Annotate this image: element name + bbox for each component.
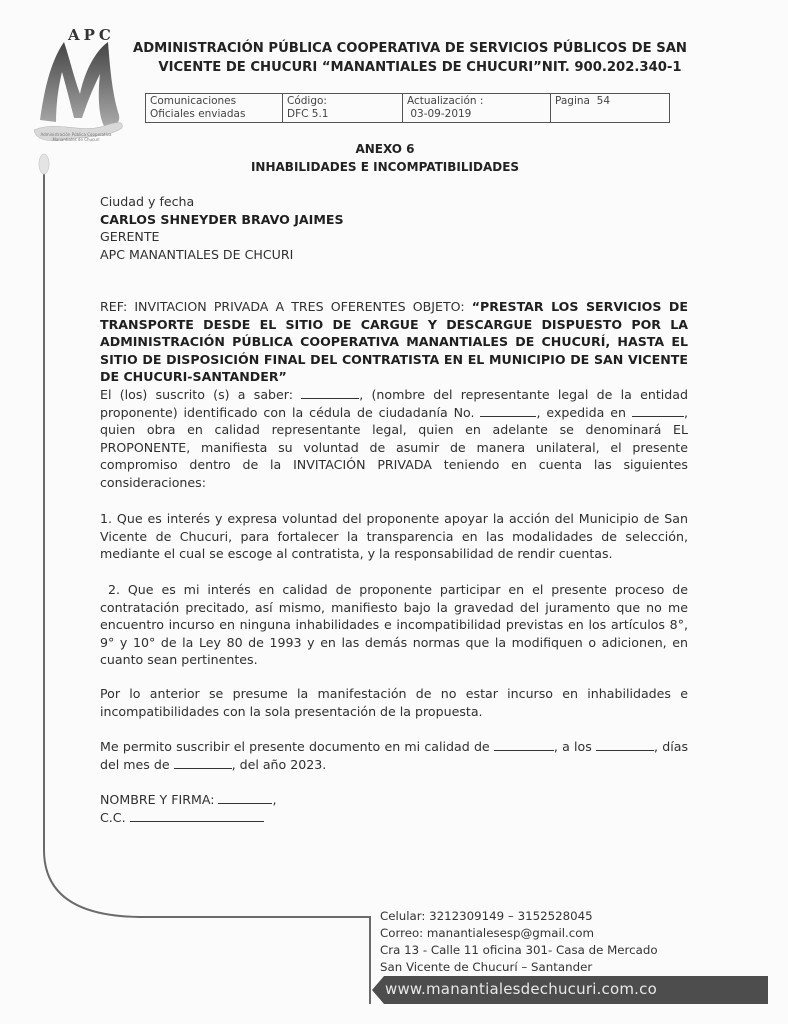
statement-text-4: , del año 2023. <box>231 756 327 772</box>
blank-id-number[interactable] <box>480 404 536 417</box>
reference-paragraph <box>100 298 688 386</box>
meta-update-value: 03-09-2019 <box>407 108 472 120</box>
blank-representative-name[interactable] <box>301 386 359 399</box>
addressee-name: CARLOS SHNEYDER BRAVO JAIMES <box>100 211 344 227</box>
meta-cell-page <box>551 94 670 123</box>
consideration-1: 1. Que es interés y expresa voluntad del proponente apoyar la acción del Municipio de San Vicente de Chucuri, para fortalecer la transparencia en las modalidades de selección, mediante el cual se escoge al contratista, y la responsabilidad de rendir cuentas. <box>100 511 688 562</box>
logo-acronym: APC <box>68 26 115 44</box>
blank-signature-name[interactable] <box>218 791 272 804</box>
header-title-line2: VICENTE DE CHUCURI “MANANTIALES DE CHUCURI”NIT. 900.202.340-1 <box>158 60 682 75</box>
meta-type-line1: Comunicaciones <box>150 95 237 107</box>
meta-code-value: DFC 5.1 <box>287 108 329 120</box>
city-date: Ciudad y fecha <box>100 194 195 209</box>
intro-paragraph <box>100 386 688 492</box>
signature-block <box>100 791 688 826</box>
header-title-line1: ADMINISTRACIÓN PÚBLICA COOPERATIVA DE SERVICIOS PÚBLICOS DE SAN <box>133 41 687 56</box>
reference-prefix: REF: INVITACION PRIVADA A TRES OFERENTES OBJETO: <box>100 299 472 314</box>
meta-code-label: Código: <box>287 95 327 107</box>
statement-text-3: , días del mes de <box>100 739 689 772</box>
intro-text-3: , expedida en <box>536 404 632 420</box>
intro-text-2: , (nombre del representante legal de la entidad proponente) identificado con la cédula de ciudadanía No. <box>100 387 688 420</box>
statement-paragraph <box>100 738 688 773</box>
blank-issued-in[interactable] <box>632 404 684 417</box>
meta-cell-type <box>146 94 283 123</box>
statement-text-1: Me permito suscribir el presente documento en mi calidad de <box>100 739 494 754</box>
annex-subtitle: INHABILIDADES E INCOMPATIBILIDADES <box>250 160 520 174</box>
annex-title: ANEXO 6 <box>355 142 415 156</box>
signature-id-label: C.C. <box>100 809 130 825</box>
meta-page-number: Pagina 54 <box>555 95 611 107</box>
signature-name-label: NOMBRE Y FIRMA: <box>100 792 219 807</box>
footer-city: San Vicente de Chucurí – Santander <box>380 960 593 974</box>
addressee-block <box>100 193 688 263</box>
blank-month[interactable] <box>174 756 232 769</box>
statement-text-2: , a los <box>553 739 597 754</box>
addressee-role: GERENTE <box>100 229 160 245</box>
addressee-org: APC MANANTIALES DE CHCURI <box>100 246 294 262</box>
meta-cell-update <box>403 94 551 123</box>
signature-id-line <box>100 809 688 827</box>
meta-update-label: Actualización : <box>407 95 484 107</box>
footer-email[interactable]: Correo: manantialesesp@gmail.com <box>380 926 595 940</box>
meta-cell-code <box>283 94 403 123</box>
footer-phone: Celular: 3212309149 – 3152528045 <box>380 909 593 923</box>
footer-address: Cra 13 - Calle 11 oficina 301- Casa de Mercado <box>380 943 658 957</box>
conclusion-paragraph: Por lo anterior se presume la manifestación de no estar incurso en inhabilidades e incompatibilidades con la sola presentación de la propuesta. <box>100 686 688 719</box>
consideration-2: 2. Que es mi interés en calidad de proponente participar en el presente proceso de contratación precitado, así mismo, manifiesto bajo la gravedad del juramento que no me encuentro incurso en ninguna inhabilidades e incompatibilidad previstas en los artículos 8°, 9° y 10° de la Ley 80 de 1993 y en las demás normas que la modifiquen o adicionen, en cuanto sean pertinentes. <box>100 582 693 668</box>
intro-text-4: , quien obra en calidad representante legal, quien en adelante se denominará EL PROPONENTE, manifiesta su voluntad de asumir de manera unilateral, el presente compromiso dentro de la INVITACIÓN PRIVADA teniendo en cuenta las siguientes consideraciones: <box>100 404 688 490</box>
document-meta-table <box>145 93 670 123</box>
intro-text-1: El (los) suscrito (s) a saber: <box>100 387 302 402</box>
signature-name-line <box>100 791 688 809</box>
reference-object: “PRESTAR LOS SERVICIOS DE TRANSPORTE DESDE EL SITIO DE CARGUE Y DESCARGUE DISPUESTO POR LA ADMINISTRACIÓN PÚBLICA COOPERATIVA MANANTIALES DE CHUCURÍ, HASTA EL SITIO DE DISPOSICIÓN FINAL DEL CONTRATISTA EN EL MUNICIPIO DE SAN VICENTE DE CHUCURI-SANTANDER” <box>100 299 688 385</box>
meta-type-line2: Oficiales enviadas <box>150 108 246 120</box>
blank-id[interactable] <box>130 809 264 822</box>
logo-drop-icon <box>39 154 49 174</box>
blank-capacity[interactable] <box>494 738 554 751</box>
footer-website-link[interactable]: www.manantialesdechucuri.com.co <box>385 980 657 998</box>
blank-day[interactable] <box>596 738 654 751</box>
signature-name-suffix: , <box>272 792 277 807</box>
logo-caption: Administración Pública Cooperativa Manantiales de Chucurí <box>40 132 112 142</box>
